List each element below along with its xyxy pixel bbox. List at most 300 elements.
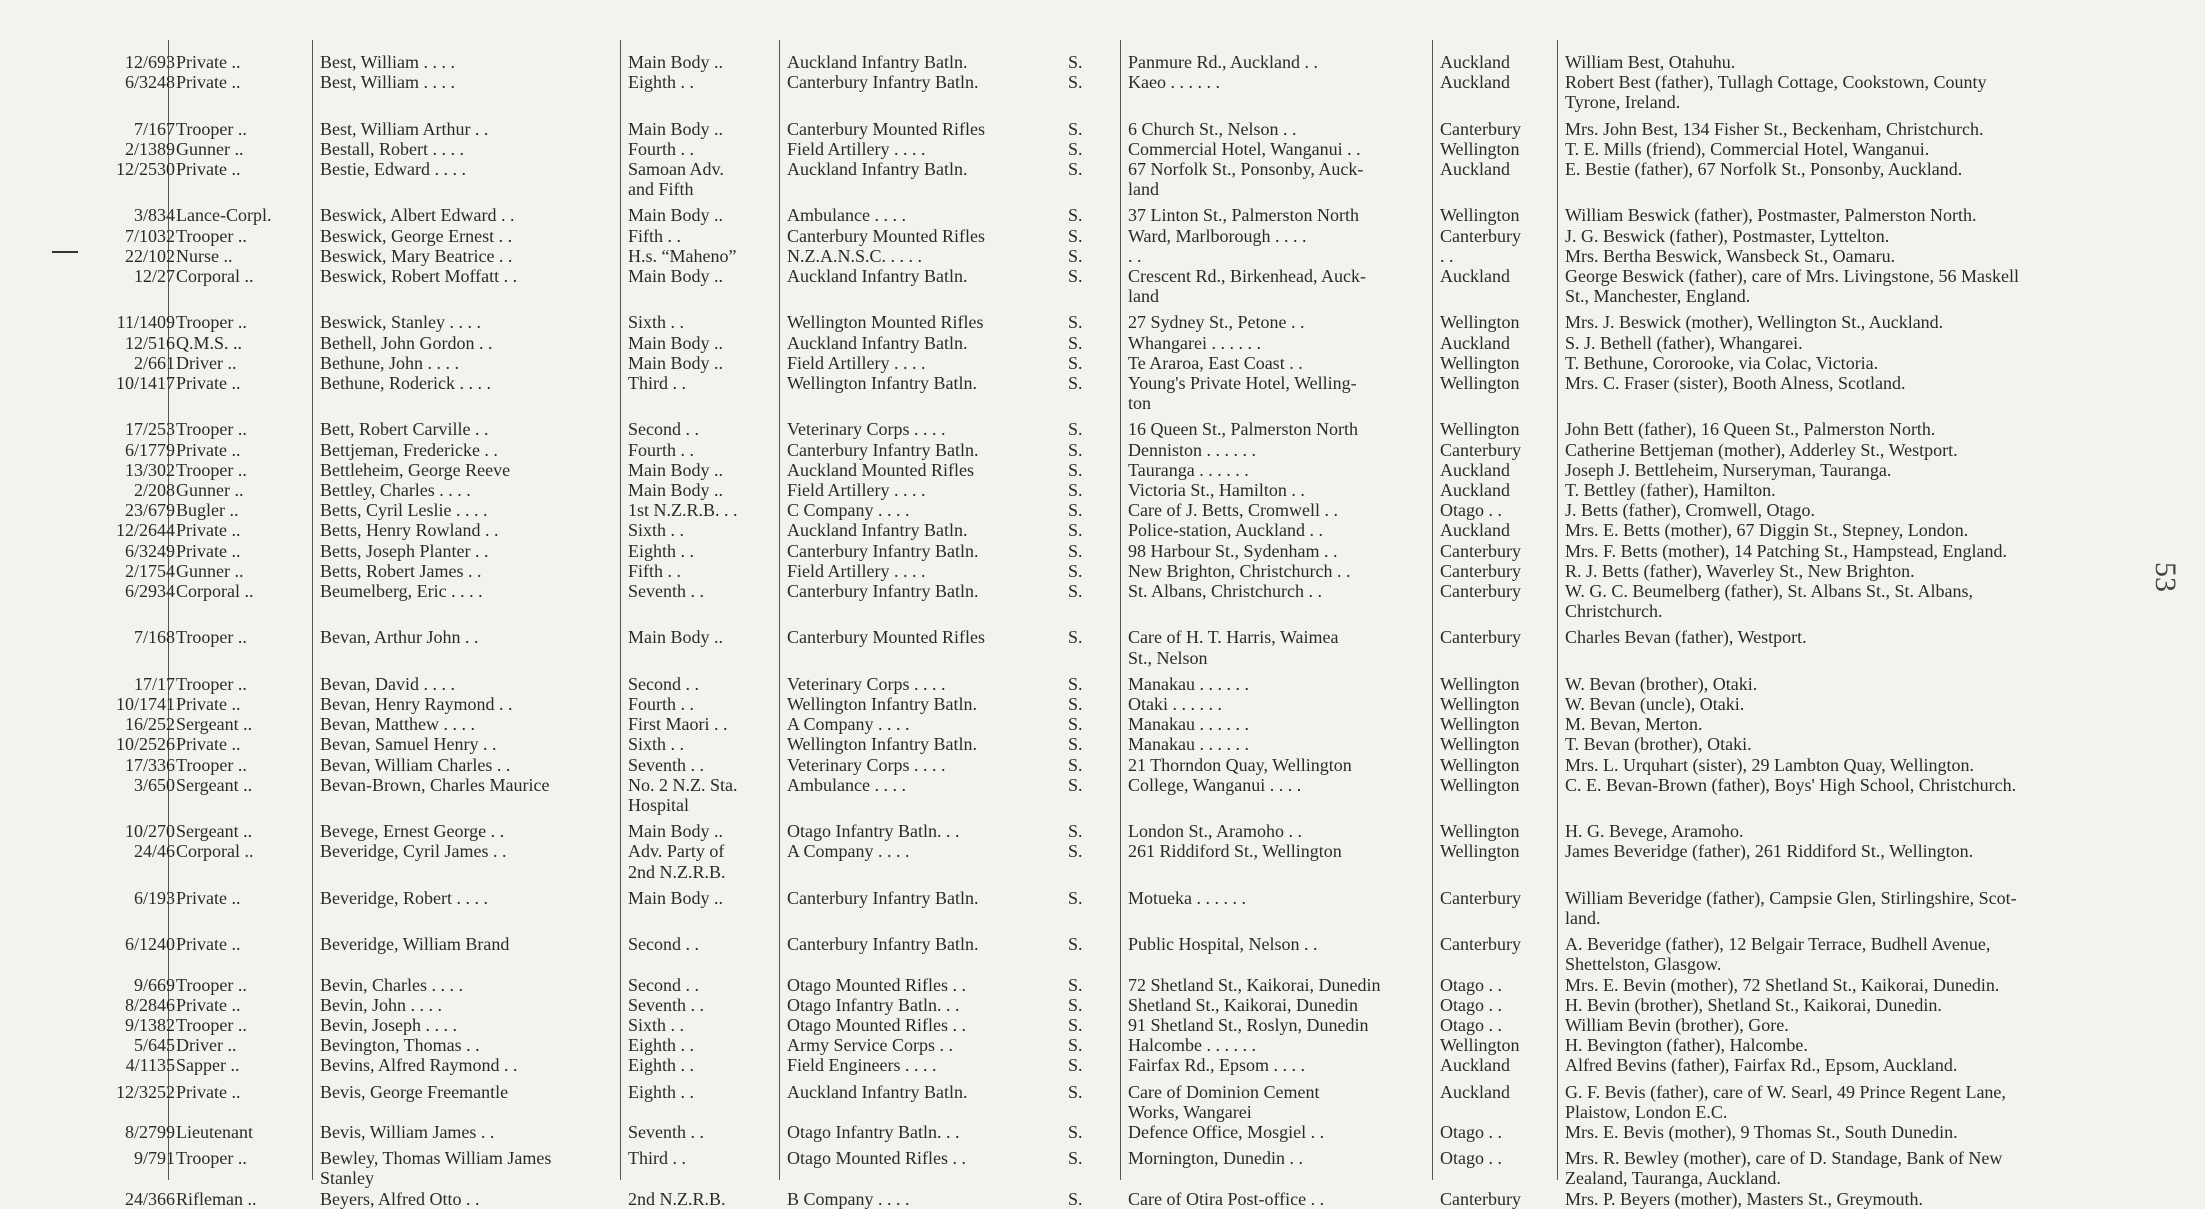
cell-no: 13/302 bbox=[124, 459, 175, 480]
cell-kin: Tyrone, Ireland. bbox=[1565, 92, 1681, 113]
cell-kin: Mrs. C. Fraser (sister), Booth Alness, Scotland. bbox=[1565, 373, 1906, 393]
entry-line bbox=[0, 627, 2205, 647]
cell-kin: William Best, Otahuhu. bbox=[1565, 52, 1736, 72]
cell-name: Bevin, Joseph . . . . bbox=[320, 1015, 457, 1035]
cell-prov: Wellington bbox=[1440, 714, 1520, 735]
entry-line bbox=[0, 92, 2205, 112]
cell-unit: Veterinary Corps . . . . bbox=[787, 754, 946, 775]
cell-prov: Otago . . bbox=[1440, 1122, 1502, 1142]
cell-unit: Veterinary Corps . . . . bbox=[787, 673, 946, 694]
cell-kin: T. Bettley (father), Hamilton. bbox=[1565, 480, 1776, 500]
cell-no: 9/669 bbox=[133, 974, 175, 995]
cell-no: 23/679 bbox=[124, 500, 175, 521]
cell-no: 2/1754 bbox=[124, 560, 175, 581]
cell-addr: Manakau . . . . . . bbox=[1128, 714, 1249, 735]
cell-kin: T. Bethune, Cororooke, via Colac, Victoria. bbox=[1565, 352, 1879, 373]
cell-unit: Canterbury Mounted Rifles bbox=[787, 225, 985, 246]
cell-s: S. bbox=[1068, 312, 1083, 333]
cell-addr: 261 Riddiford St., Wellington bbox=[1128, 841, 1342, 862]
cell-unit: A Company . . . . bbox=[787, 714, 910, 735]
cell-rank: Driver .. bbox=[176, 352, 237, 373]
cell-draft: H.s. “Maheno” bbox=[628, 245, 737, 266]
cell-rank: Trooper .. bbox=[176, 627, 247, 648]
cell-name: Bethell, John Gordon . . bbox=[320, 332, 493, 353]
cell-unit: Otago Mounted Rifles . . bbox=[787, 1015, 966, 1035]
cell-unit: Field Engineers . . . . bbox=[787, 1055, 937, 1076]
cell-addr: land bbox=[1128, 286, 1159, 307]
cell-unit: Auckland Infantry Batln. bbox=[787, 520, 968, 541]
cell-prov: Auckland bbox=[1440, 480, 1510, 500]
cell-draft: Main Body .. bbox=[628, 480, 724, 500]
cell-kin: Christchurch. bbox=[1565, 601, 1663, 622]
cell-kin: J. Betts (father), Cromwell, Otago. bbox=[1565, 500, 1815, 521]
cell-no: 10/1417 bbox=[115, 373, 175, 393]
cell-addr: Manakau . . . . . . bbox=[1128, 673, 1249, 694]
cell-draft: Main Body .. bbox=[628, 266, 724, 286]
entry-line bbox=[0, 440, 2205, 460]
entry-line bbox=[0, 179, 2205, 199]
entry-line bbox=[0, 333, 2205, 353]
entry-line bbox=[0, 373, 2205, 393]
cell-prov: Otago . . bbox=[1440, 500, 1502, 521]
cell-rank: Private .. bbox=[176, 887, 241, 908]
cell-draft: Main Body .. bbox=[628, 205, 724, 226]
cell-draft: Sixth . . bbox=[628, 520, 685, 541]
cell-s: S. bbox=[1068, 352, 1083, 373]
cell-kin: Robert Best (father), Tullagh Cottage, Cookstown, County bbox=[1565, 72, 1987, 93]
cell-addr: 98 Harbour St., Sydenham . . bbox=[1128, 540, 1338, 561]
cell-draft: First Maori . . bbox=[628, 714, 728, 735]
cell-s: S. bbox=[1068, 774, 1083, 795]
cell-draft: Samoan Adv. bbox=[628, 159, 724, 179]
entry-line bbox=[0, 353, 2205, 373]
cell-no: 10/2526 bbox=[115, 734, 175, 755]
cell-rank: Trooper .. bbox=[176, 312, 247, 333]
entry-line bbox=[0, 1055, 2205, 1075]
cell-s: S. bbox=[1068, 419, 1083, 440]
cell-addr: Public Hospital, Nelson . . bbox=[1128, 934, 1318, 955]
cell-no: 24/46 bbox=[133, 841, 175, 862]
cell-draft: Main Body .. bbox=[628, 821, 724, 842]
cell-no: 24/366 bbox=[124, 1188, 175, 1209]
cell-rank: Gunner .. bbox=[176, 480, 244, 500]
cell-s: S. bbox=[1068, 673, 1083, 694]
entry-line bbox=[0, 1035, 2205, 1055]
cell-prov: Auckland bbox=[1440, 159, 1510, 179]
cell-s: S. bbox=[1068, 1148, 1083, 1169]
cell-name: Bethune, Roderick . . . . bbox=[320, 373, 491, 393]
cell-s: S. bbox=[1068, 118, 1083, 139]
cell-unit: Wellington Infantry Batln. bbox=[787, 373, 978, 393]
cell-addr: Mornington, Dunedin . . bbox=[1128, 1148, 1303, 1169]
cell-kin: T. E. Mills (friend), Commercial Hotel, Wanganui. bbox=[1565, 138, 1930, 159]
cell-kin: Mrs. E. Bevis (mother), 9 Thomas St., South Dunedin. bbox=[1565, 1122, 1958, 1142]
cell-kin: S. J. Bethell (father), Whangarei. bbox=[1565, 332, 1803, 353]
cell-addr: Otaki . . . . . . bbox=[1128, 694, 1222, 714]
cell-no: 6/1779 bbox=[124, 439, 175, 460]
cell-no: 6/3249 bbox=[124, 540, 175, 561]
entry-line bbox=[0, 934, 2205, 954]
cell-unit: Auckland Infantry Batln. bbox=[787, 266, 968, 286]
cell-addr: Defence Office, Mosgiel . . bbox=[1128, 1122, 1325, 1142]
cell-name: Bevege, Ernest George . . bbox=[320, 821, 505, 842]
cell-prov: Auckland bbox=[1440, 72, 1510, 93]
cell-kin: St., Manchester, England. bbox=[1565, 286, 1751, 307]
cell-prov: Canterbury bbox=[1440, 627, 1521, 648]
cell-draft: Fifth . . bbox=[628, 560, 682, 581]
cell-rank: Private .. bbox=[176, 439, 241, 460]
cell-s: S. bbox=[1068, 1015, 1083, 1035]
cell-prov: Wellington bbox=[1440, 138, 1520, 159]
cell-draft: Third . . bbox=[628, 373, 686, 393]
cell-name: Betts, Robert James . . bbox=[320, 560, 482, 581]
cell-addr: St., Nelson bbox=[1128, 647, 1208, 668]
cell-s: S. bbox=[1068, 1188, 1083, 1209]
cell-unit: Canterbury Infantry Batln. bbox=[787, 934, 979, 955]
cell-rank: Sergeant .. bbox=[176, 714, 253, 735]
cell-no: 2/208 bbox=[133, 480, 175, 500]
cell-no: 2/661 bbox=[133, 352, 175, 373]
cell-kin: T. Bevan (brother), Otaki. bbox=[1565, 734, 1752, 755]
cell-kin: Mrs. E. Bevin (mother), 72 Shetland St., Kaikorai, Dunedin. bbox=[1565, 974, 2000, 995]
cell-name: Bestall, Robert . . . . bbox=[320, 138, 464, 159]
cell-addr: Te Araroa, East Coast . . bbox=[1128, 352, 1303, 373]
cell-addr: 27 Sydney St., Petone . . bbox=[1128, 312, 1305, 333]
cell-kin: Mrs. E. Betts (mother), 67 Diggin St., Stepney, London. bbox=[1565, 520, 1969, 541]
cell-s: S. bbox=[1068, 205, 1083, 226]
cell-no: 22/102 bbox=[124, 245, 175, 266]
cell-addr: Police-station, Auckland . . bbox=[1128, 520, 1323, 541]
cell-draft: Second . . bbox=[628, 673, 699, 694]
cell-addr: New Brighton, Christchurch . . bbox=[1128, 560, 1351, 581]
cell-prov: Wellington bbox=[1440, 312, 1520, 333]
cell-s: S. bbox=[1068, 266, 1083, 286]
cell-draft: Adv. Party of bbox=[628, 841, 725, 862]
cell-draft: and Fifth bbox=[628, 179, 694, 200]
entry-line bbox=[0, 1102, 2205, 1122]
cell-name: Betts, Henry Rowland . . bbox=[320, 520, 499, 541]
cell-unit: Otago Infantry Batln. . . bbox=[787, 1122, 960, 1142]
cell-unit: Field Artillery . . . . bbox=[787, 560, 926, 581]
entry-line bbox=[0, 286, 2205, 306]
cell-addr: 72 Shetland St., Kaikorai, Dunedin bbox=[1128, 974, 1381, 995]
cell-name: Bewley, Thomas William James bbox=[320, 1148, 552, 1169]
cell-unit: Canterbury Infantry Batln. bbox=[787, 72, 979, 93]
cell-draft: Sixth . . bbox=[628, 734, 685, 755]
cell-s: S. bbox=[1068, 841, 1083, 862]
cell-no: 6/3248 bbox=[124, 72, 175, 93]
cell-name: Bevin, John . . . . bbox=[320, 994, 443, 1015]
page-number: 53 bbox=[2149, 562, 2182, 592]
cell-name: Bevins, Alfred Raymond . . bbox=[320, 1055, 518, 1076]
cell-draft: Second . . bbox=[628, 934, 699, 955]
cell-s: S. bbox=[1068, 754, 1083, 775]
cell-prov: Canterbury bbox=[1440, 560, 1521, 581]
cell-s: S. bbox=[1068, 994, 1083, 1015]
cell-kin: Zealand, Tauranga, Auckland. bbox=[1565, 1168, 1781, 1189]
entry-line bbox=[0, 1148, 2205, 1168]
cell-prov: Otago . . bbox=[1440, 1148, 1502, 1169]
cell-rank: Trooper .. bbox=[176, 225, 247, 246]
cell-addr: Denniston . . . . . . bbox=[1128, 439, 1256, 460]
cell-rank: Gunner .. bbox=[176, 138, 244, 159]
cell-kin: William Bevin (brother), Gore. bbox=[1565, 1015, 1789, 1035]
cell-draft: 2nd N.Z.R.B. bbox=[628, 861, 726, 882]
cell-draft: Main Body .. bbox=[628, 332, 724, 353]
cell-name: Bevan, William Charles . . bbox=[320, 754, 511, 775]
cell-s: S. bbox=[1068, 52, 1083, 72]
cell-s: S. bbox=[1068, 694, 1083, 714]
cell-s: S. bbox=[1068, 520, 1083, 541]
cell-kin: Shettelston, Glasgow. bbox=[1565, 954, 1722, 975]
cell-unit: Ambulance . . . . bbox=[787, 774, 906, 795]
cell-s: S. bbox=[1068, 225, 1083, 246]
cell-kin: Charles Bevan (father), Westport. bbox=[1565, 627, 1807, 648]
cell-prov: Auckland bbox=[1440, 332, 1510, 353]
cell-rank: Corporal .. bbox=[176, 581, 254, 601]
cell-kin: Alfred Bevins (father), Fairfax Rd., Epsom, Auckland. bbox=[1565, 1055, 1958, 1076]
cell-rank: Private .. bbox=[176, 520, 241, 541]
cell-rank: Sapper .. bbox=[176, 1055, 240, 1076]
cell-draft: Second . . bbox=[628, 974, 699, 995]
cell-prov: Auckland bbox=[1440, 52, 1510, 72]
cell-addr: Ward, Marlborough . . . . bbox=[1128, 225, 1307, 246]
cell-draft: Sixth . . bbox=[628, 312, 685, 333]
cell-no: 16/252 bbox=[124, 714, 175, 735]
cell-prov: Canterbury bbox=[1440, 540, 1521, 561]
cell-s: S. bbox=[1068, 734, 1083, 755]
cell-rank: Private .. bbox=[176, 72, 241, 93]
cell-kin: J. G. Beswick (father), Postmaster, Lyttelton. bbox=[1565, 225, 1890, 246]
cell-rank: Gunner .. bbox=[176, 560, 244, 581]
cell-draft: Main Body .. bbox=[628, 352, 724, 373]
cell-unit: Auckland Infantry Batln. bbox=[787, 332, 968, 353]
cell-no: 12/693 bbox=[124, 52, 175, 72]
cell-rank: Private .. bbox=[176, 159, 241, 179]
cell-kin: Mrs. F. Betts (mother), 14 Patching St., Hampstead, England. bbox=[1565, 540, 2008, 561]
cell-unit: Field Artillery . . . . bbox=[787, 138, 926, 159]
cell-draft: Fifth . . bbox=[628, 225, 682, 246]
cell-unit: Army Service Corps . . bbox=[787, 1035, 953, 1056]
cell-draft: Eighth . . bbox=[628, 1035, 694, 1056]
cell-s: S. bbox=[1068, 332, 1083, 353]
cell-kin: E. Bestie (father), 67 Norfolk St., Ponsonby, Auckland. bbox=[1565, 159, 1963, 179]
cell-no: 12/2644 bbox=[115, 520, 175, 541]
cell-kin: William Beveridge (father), Campsie Glen, Stirlingshire, Scot- bbox=[1565, 887, 2017, 908]
cell-rank: Corporal .. bbox=[176, 266, 254, 286]
cell-name: Bethune, John . . . . bbox=[320, 352, 459, 373]
cell-prov: Wellington bbox=[1440, 352, 1520, 373]
cell-name: Bettjeman, Fredericke . . bbox=[320, 439, 498, 460]
cell-unit: Canterbury Infantry Batln. bbox=[787, 540, 979, 561]
cell-s: S. bbox=[1068, 373, 1083, 393]
cell-rank: Private .. bbox=[176, 934, 241, 955]
cell-no: 12/2530 bbox=[115, 159, 175, 179]
cell-name: Bevis, George Freemantle bbox=[320, 1081, 509, 1102]
cell-prov: Otago . . bbox=[1440, 994, 1502, 1015]
cell-prov: Auckland bbox=[1440, 1081, 1510, 1102]
cell-s: S. bbox=[1068, 439, 1083, 460]
cell-no: 6/193 bbox=[133, 887, 175, 908]
cell-no: 11/1409 bbox=[116, 312, 175, 333]
entry-line bbox=[0, 908, 2205, 928]
cell-rank: Lieutenant bbox=[176, 1122, 253, 1142]
cell-addr: Young's Private Hotel, Welling- bbox=[1128, 373, 1357, 393]
cell-name: Bestie, Edward . . . . bbox=[320, 159, 466, 179]
cell-draft: Fourth . . bbox=[628, 439, 695, 460]
cell-unit: Auckland Mounted Rifles bbox=[787, 459, 974, 480]
cell-addr: land bbox=[1128, 179, 1159, 200]
entry-line bbox=[0, 821, 2205, 841]
cell-kin: land. bbox=[1565, 907, 1601, 928]
entry-line bbox=[0, 480, 2205, 500]
cell-no: 3/650 bbox=[133, 774, 175, 795]
entry-line bbox=[0, 460, 2205, 480]
cell-no: 6/2934 bbox=[124, 581, 175, 601]
cell-prov: Otago . . bbox=[1440, 974, 1502, 995]
cell-name: Bevan, Matthew . . . . bbox=[320, 714, 475, 735]
cell-prov: Auckland bbox=[1440, 459, 1510, 480]
cell-rank: Lance-Corpl. bbox=[176, 205, 272, 226]
cell-addr: Tauranga . . . . . . bbox=[1128, 459, 1249, 480]
cell-rank: Trooper .. bbox=[176, 974, 247, 995]
cell-s: S. bbox=[1068, 1122, 1083, 1142]
cell-draft: Eighth . . bbox=[628, 540, 694, 561]
cell-unit: Veterinary Corps . . . . bbox=[787, 419, 946, 440]
entry-line bbox=[0, 520, 2205, 540]
cell-draft: Main Body .. bbox=[628, 887, 724, 908]
entry-line bbox=[0, 312, 2205, 332]
cell-name: Bevis, William James . . bbox=[320, 1122, 495, 1142]
cell-prov: Canterbury bbox=[1440, 439, 1521, 460]
cell-kin: C. E. Bevan-Brown (father), Boys' High School, Christchurch. bbox=[1565, 774, 2017, 795]
cell-no: 10/270 bbox=[124, 821, 175, 842]
cell-unit: Auckland Infantry Batln. bbox=[787, 1081, 968, 1102]
cell-addr: Crescent Rd., Birkenhead, Auck- bbox=[1128, 266, 1366, 286]
cell-unit: Auckland Infantry Batln. bbox=[787, 52, 968, 72]
cell-name: Bevan, Henry Raymond . . bbox=[320, 694, 513, 714]
cell-rank: Private .. bbox=[176, 734, 241, 755]
cell-rank: Nurse .. bbox=[176, 245, 233, 266]
cell-rank: Private .. bbox=[176, 540, 241, 561]
cell-unit: Otago Infantry Batln. . . bbox=[787, 994, 960, 1015]
cell-draft: Fourth . . bbox=[628, 694, 695, 714]
entry-line bbox=[0, 954, 2205, 974]
cell-s: S. bbox=[1068, 560, 1083, 581]
cell-unit: Ambulance . . . . bbox=[787, 205, 906, 226]
cell-name: Betts, Cyril Leslie . . . . bbox=[320, 500, 488, 521]
cell-kin: H. G. Bevege, Aramoho. bbox=[1565, 821, 1744, 842]
cell-prov: Wellington bbox=[1440, 821, 1520, 842]
entry-line bbox=[0, 795, 2205, 815]
entry-line bbox=[0, 775, 2205, 795]
cell-kin: A. Beveridge (father), 12 Belgair Terrace, Budhell Avenue, bbox=[1565, 934, 1991, 955]
cell-prov: Wellington bbox=[1440, 419, 1520, 440]
cell-unit: N.Z.A.N.S.C. . . . . bbox=[787, 245, 923, 266]
cell-no: 2/1389 bbox=[124, 138, 175, 159]
cell-draft: No. 2 N.Z. Sta. bbox=[628, 774, 738, 795]
cell-name: Betts, Joseph Planter . . bbox=[320, 540, 489, 561]
cell-no: 12/516 bbox=[124, 332, 175, 353]
cell-draft: Second . . bbox=[628, 419, 699, 440]
entry-line bbox=[0, 159, 2205, 179]
cell-rank: Private .. bbox=[176, 694, 241, 714]
cell-rank: Private .. bbox=[176, 373, 241, 393]
entry-line bbox=[0, 119, 2205, 139]
cell-s: S. bbox=[1068, 714, 1083, 735]
cell-name: Beswick, Mary Beatrice . . bbox=[320, 245, 513, 266]
cell-draft: Main Body .. bbox=[628, 459, 724, 480]
cell-addr: 37 Linton St., Palmerston North bbox=[1128, 205, 1359, 226]
cell-kin: Joseph J. Bettleheim, Nurseryman, Tauranga. bbox=[1565, 459, 1892, 480]
cell-kin: Mrs. L. Urquhart (sister), 29 Lambton Quay, Wellington. bbox=[1565, 754, 1974, 775]
cell-kin: G. F. Bevis (father), care of W. Searl, 49 Prince Regent Lane, bbox=[1565, 1081, 2006, 1102]
cell-unit: A Company . . . . bbox=[787, 841, 910, 862]
cell-no: 7/1032 bbox=[124, 225, 175, 246]
cell-s: S. bbox=[1068, 500, 1083, 521]
cell-name: Bevin, Charles . . . . bbox=[320, 974, 463, 995]
cell-addr: Kaeo . . . . . . bbox=[1128, 72, 1220, 93]
cell-no: 9/1382 bbox=[124, 1015, 175, 1035]
cell-unit: Canterbury Mounted Rifles bbox=[787, 627, 985, 648]
cell-name: Bevan, Arthur John . . bbox=[320, 627, 479, 648]
cell-prov: Auckland bbox=[1440, 266, 1510, 286]
entry-line bbox=[0, 694, 2205, 714]
cell-s: S. bbox=[1068, 934, 1083, 955]
cell-name: Bett, Robert Carville . . bbox=[320, 419, 489, 440]
entry-line bbox=[0, 561, 2205, 581]
cell-addr: 16 Queen St., Palmerston North bbox=[1128, 419, 1358, 440]
cell-no: 7/168 bbox=[133, 627, 175, 648]
cell-rank: Trooper .. bbox=[176, 459, 247, 480]
cell-addr: Manakau . . . . . . bbox=[1128, 734, 1249, 755]
cell-name: Beswick, Albert Edward . . bbox=[320, 205, 515, 226]
cell-unit: Canterbury Infantry Batln. bbox=[787, 581, 979, 601]
cell-draft: Hospital bbox=[628, 794, 689, 815]
cell-s: S. bbox=[1068, 138, 1083, 159]
cell-addr: Care of Otira Post-office . . bbox=[1128, 1188, 1325, 1209]
cell-unit: Otago Infantry Batln. . . bbox=[787, 821, 960, 842]
cell-kin: Plaistow, London E.C. bbox=[1565, 1101, 1728, 1122]
entry-line bbox=[0, 139, 2205, 159]
cell-unit: Canterbury Mounted Rifles bbox=[787, 118, 985, 139]
cell-draft: Seventh . . bbox=[628, 1122, 704, 1142]
cell-rank: Rifleman .. bbox=[176, 1188, 257, 1209]
cell-s: S. bbox=[1068, 159, 1083, 179]
cell-prov: Wellington bbox=[1440, 205, 1520, 226]
cell-kin: W. Bevan (uncle), Otaki. bbox=[1565, 694, 1745, 714]
cell-unit: Field Artillery . . . . bbox=[787, 352, 926, 373]
cell-addr: Works, Wangarei bbox=[1128, 1101, 1252, 1122]
cell-draft: Seventh . . bbox=[628, 994, 704, 1015]
cell-draft: Eighth . . bbox=[628, 1081, 694, 1102]
cell-name: Bevan, David . . . . bbox=[320, 673, 455, 694]
cell-kin: H. Bevin (brother), Shetland St., Kaikorai, Dunedin. bbox=[1565, 994, 1942, 1015]
entry-line bbox=[0, 1122, 2205, 1142]
cell-rank: Q.M.S. .. bbox=[176, 332, 243, 353]
entry-line bbox=[0, 581, 2205, 601]
cell-rank: Trooper .. bbox=[176, 754, 247, 775]
cell-s: S. bbox=[1068, 459, 1083, 480]
cell-kin: James Beveridge (father), 261 Riddiford St., Wellington. bbox=[1565, 841, 1974, 862]
cell-addr: Care of H. T. Harris, Waimea bbox=[1128, 627, 1339, 648]
cell-rank: Sergeant .. bbox=[176, 774, 253, 795]
cell-no: 17/17 bbox=[133, 673, 175, 694]
cell-prov: . . bbox=[1440, 245, 1454, 266]
cell-prov: Canterbury bbox=[1440, 1188, 1521, 1209]
cell-prov: Wellington bbox=[1440, 373, 1520, 393]
entry-line bbox=[0, 714, 2205, 734]
